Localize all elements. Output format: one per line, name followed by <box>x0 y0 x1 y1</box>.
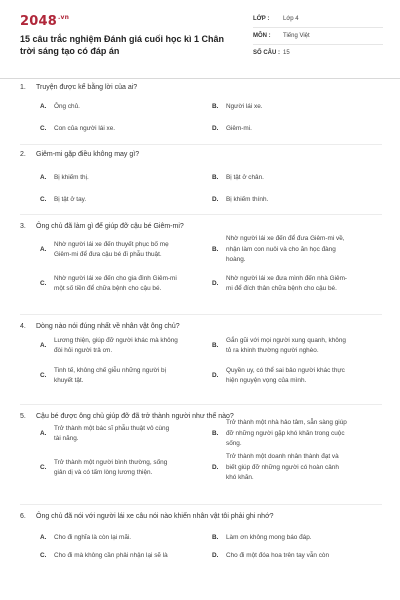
question-label: Ông chủ đã nói với người lái xe câu nói nào khiến nhân vật tôi phải ghi nhớ? <box>36 513 274 520</box>
meta-value: 15 <box>283 50 290 56</box>
option-text-line: đỡ những người gặp khó khăn trong cuộc <box>226 429 345 437</box>
option-text-line: Giêm-mi. <box>226 124 252 132</box>
answer-option-b[interactable] <box>212 418 382 450</box>
option-text-line: hoàng. <box>226 256 246 264</box>
option-text <box>54 102 80 113</box>
option-letter: A. <box>40 341 47 349</box>
option-letter: A. <box>40 245 47 253</box>
logo-main: 2048 <box>20 14 57 29</box>
question-text <box>20 413 234 420</box>
option-text <box>226 274 347 295</box>
meta-row-subject <box>253 28 383 45</box>
answer-option-a[interactable] <box>40 336 210 357</box>
answer-option-c[interactable] <box>40 551 210 562</box>
option-letter: C. <box>40 124 47 132</box>
option-text <box>226 102 263 113</box>
logo-suffix: .vn <box>57 14 70 21</box>
meta-row-grade <box>253 11 383 28</box>
answer-option-b[interactable] <box>212 336 382 357</box>
option-text <box>226 452 339 484</box>
answer-option-d[interactable] <box>212 124 382 135</box>
option-text-line: Ông chủ. <box>54 102 80 110</box>
answer-option-b[interactable] <box>212 102 382 113</box>
answer-option-d[interactable] <box>212 551 382 562</box>
option-letter: C. <box>40 371 47 379</box>
page-title: 15 câu trắc nghiệm Đánh giá cuối học kì 1 Chân trời sáng tạo có đáp án <box>20 34 225 56</box>
option-text-line: nhận làm con nuôi và cho ăn học đàng <box>226 245 336 253</box>
question-label: Cậu bé được ông chủ giúp đỡ đã trở thành người như thế nào? <box>36 413 234 420</box>
option-text-line: sống. <box>226 440 242 448</box>
answer-option-b[interactable] <box>212 234 382 266</box>
question-label: Dòng nào nói đúng nhất về nhân vật ông chủ? <box>36 323 180 330</box>
option-text-line: một số tiền để chữa bệnh cho cậu bé. <box>54 285 162 292</box>
question-number: 3. <box>20 223 26 230</box>
answer-option-d[interactable] <box>212 452 382 484</box>
option-text <box>226 124 252 135</box>
option-text-line: Trở thành một nhà hảo tâm, sẵn sàng giúp <box>226 419 347 427</box>
meta-value: Lớp 4 <box>283 16 299 22</box>
meta-key: LỚP : <box>253 16 270 22</box>
answer-option-c[interactable] <box>40 274 210 295</box>
option-letter: B. <box>212 341 219 349</box>
option-letter: C. <box>40 551 47 559</box>
option-text <box>54 533 131 544</box>
option-letter: B. <box>212 102 219 110</box>
option-text-line: tỏ ra khinh thường người nghèo. <box>226 347 319 354</box>
option-text <box>226 195 268 206</box>
option-text <box>54 173 89 184</box>
option-text-line: giản dị và có tấm lòng lương thiện. <box>54 469 153 476</box>
option-text-line: đòi hỏi người trả ơn. <box>54 347 113 354</box>
answer-option-c[interactable] <box>40 124 210 135</box>
option-text-line: Con của người lái xe. <box>54 124 116 132</box>
meta-row-count <box>253 45 383 61</box>
option-text-line: Cho đi mà không cần phải nhận lại sẽ là <box>54 551 168 559</box>
question-5 <box>0 405 400 505</box>
option-letter: B. <box>212 245 219 253</box>
question-2 <box>0 145 400 215</box>
option-text <box>226 366 345 387</box>
option-letter: A. <box>40 102 47 110</box>
answer-option-d[interactable] <box>212 366 382 387</box>
option-letter: D. <box>212 463 219 471</box>
option-text-line: Trở thành một bác sĩ phẫu thuật vô cùng <box>54 424 170 432</box>
option-letter: C. <box>40 195 47 203</box>
question-4 <box>0 315 400 405</box>
option-text-line: Bị tật ở tay. <box>54 195 87 203</box>
option-text-line: Tinh tế, không chế giễu những người bị <box>54 366 166 374</box>
option-text-line: Gắn gũi với mọi người xung quanh, không <box>226 336 346 344</box>
option-text <box>226 234 345 266</box>
option-letter: B. <box>212 429 219 437</box>
option-letter: A. <box>40 533 47 541</box>
question-number: 2. <box>20 151 26 158</box>
option-text-line: Cho đi một đóa hoa trên tay vẫn còn <box>226 551 330 559</box>
option-text <box>54 240 169 261</box>
option-text-line: Lương thiện, giúp đỡ người khác mà không <box>54 336 178 344</box>
meta-info <box>253 11 383 61</box>
option-text-line: Cho đi nghĩa là còn lại mãi. <box>54 533 132 541</box>
question-text <box>20 223 184 230</box>
answer-option-c[interactable] <box>40 458 210 479</box>
answer-option-a[interactable] <box>40 240 210 261</box>
option-text-line: Người lái xe. <box>226 102 263 110</box>
option-text <box>226 418 347 450</box>
option-text <box>54 124 115 135</box>
option-text-line: Quyền uy, có thể sai bảo người khác thực <box>226 366 345 374</box>
option-text <box>54 458 167 479</box>
option-text-line: khuyết tật. <box>54 377 84 384</box>
option-text-line: Nhờ người lái xe đến để đưa Giêm-mi về, <box>226 235 345 243</box>
option-text-line: tài năng. <box>54 435 79 442</box>
header <box>0 0 400 79</box>
answer-option-a[interactable] <box>40 173 210 184</box>
option-text <box>226 173 264 184</box>
site-logo[interactable] <box>20 14 69 29</box>
answer-option-d[interactable] <box>212 274 382 295</box>
question-text <box>20 323 180 330</box>
option-text <box>54 336 178 357</box>
option-letter: B. <box>212 533 219 541</box>
answer-option-a[interactable] <box>40 102 210 113</box>
option-letter: B. <box>212 173 219 181</box>
answer-option-a[interactable] <box>40 424 210 445</box>
option-letter: C. <box>40 463 47 471</box>
question-number: 1. <box>20 84 26 91</box>
option-text <box>54 551 168 562</box>
option-text-line: Làm ơn không mong báo đáp. <box>226 533 312 541</box>
option-letter: A. <box>40 173 47 181</box>
option-letter: D. <box>212 124 219 132</box>
option-text <box>226 533 312 544</box>
option-text <box>54 195 86 206</box>
option-text-line: mi để đích thân chữa bệnh cho cậu bé. <box>226 285 337 292</box>
answer-option-c[interactable] <box>40 195 210 206</box>
option-text-line: khó khăn. <box>226 474 254 482</box>
option-text-line: biết giúp đỡ những người có hoàn cảnh <box>226 463 339 471</box>
question-text <box>20 151 139 158</box>
option-text-line: hiện nguyện vọng của mình. <box>226 377 307 384</box>
answer-option-b[interactable] <box>212 533 382 544</box>
option-letter: D. <box>212 195 219 203</box>
meta-key: SỐ CÂU : <box>253 50 280 56</box>
option-text <box>226 336 346 357</box>
option-text <box>54 366 166 387</box>
question-label: Ông chủ đã làm gì để giúp đỡ cậu bé Giêm-mi? <box>36 223 184 230</box>
question-number: 6. <box>20 513 26 520</box>
option-letter: D. <box>212 279 219 287</box>
answer-option-a[interactable] <box>40 533 210 544</box>
option-text-line: Giêm-mi để đưa cậu bé đi phẫu thuật. <box>54 251 162 258</box>
option-text <box>54 424 169 445</box>
meta-key: MÔN : <box>253 33 271 39</box>
option-letter: D. <box>212 371 219 379</box>
question-3 <box>0 215 400 315</box>
question-6 <box>0 505 400 600</box>
option-text-line: Bị khiếm thính. <box>226 195 269 203</box>
answer-option-c[interactable] <box>40 366 210 387</box>
option-text <box>54 274 177 295</box>
answer-option-b[interactable] <box>212 173 382 184</box>
option-text-line: Trở thành một người bình thường, sống <box>54 458 168 466</box>
question-number: 4. <box>20 323 26 330</box>
option-text-line: Trở thành một doanh nhân thành đạt và <box>226 453 339 461</box>
question-label: Giêm-mi gặp điều không may gì? <box>36 151 140 158</box>
option-letter: A. <box>40 429 47 437</box>
question-text <box>20 513 274 520</box>
option-text-line: Bị tật ở chân. <box>226 173 264 181</box>
meta-value: Tiếng Việt <box>283 33 310 39</box>
question-number: 5. <box>20 413 26 420</box>
question-1 <box>0 78 400 145</box>
option-letter: C. <box>40 279 47 287</box>
option-text-line: Nhờ người lái xe đưa mình đến nhà Giêm- <box>226 274 348 282</box>
option-text-line: Nhờ người lái xe đến thuyết phục bố mẹ <box>54 240 169 248</box>
option-text <box>226 551 329 562</box>
question-label: Truyện được kể bằng lời của ai? <box>36 84 138 91</box>
option-letter: D. <box>212 551 219 559</box>
option-text-line: Nhờ người lái xe đến cho gia đình Giêm-mi <box>54 274 177 282</box>
option-text-line: Bị khiếm thị. <box>54 173 89 181</box>
answer-option-d[interactable] <box>212 195 382 206</box>
question-text <box>20 84 137 91</box>
